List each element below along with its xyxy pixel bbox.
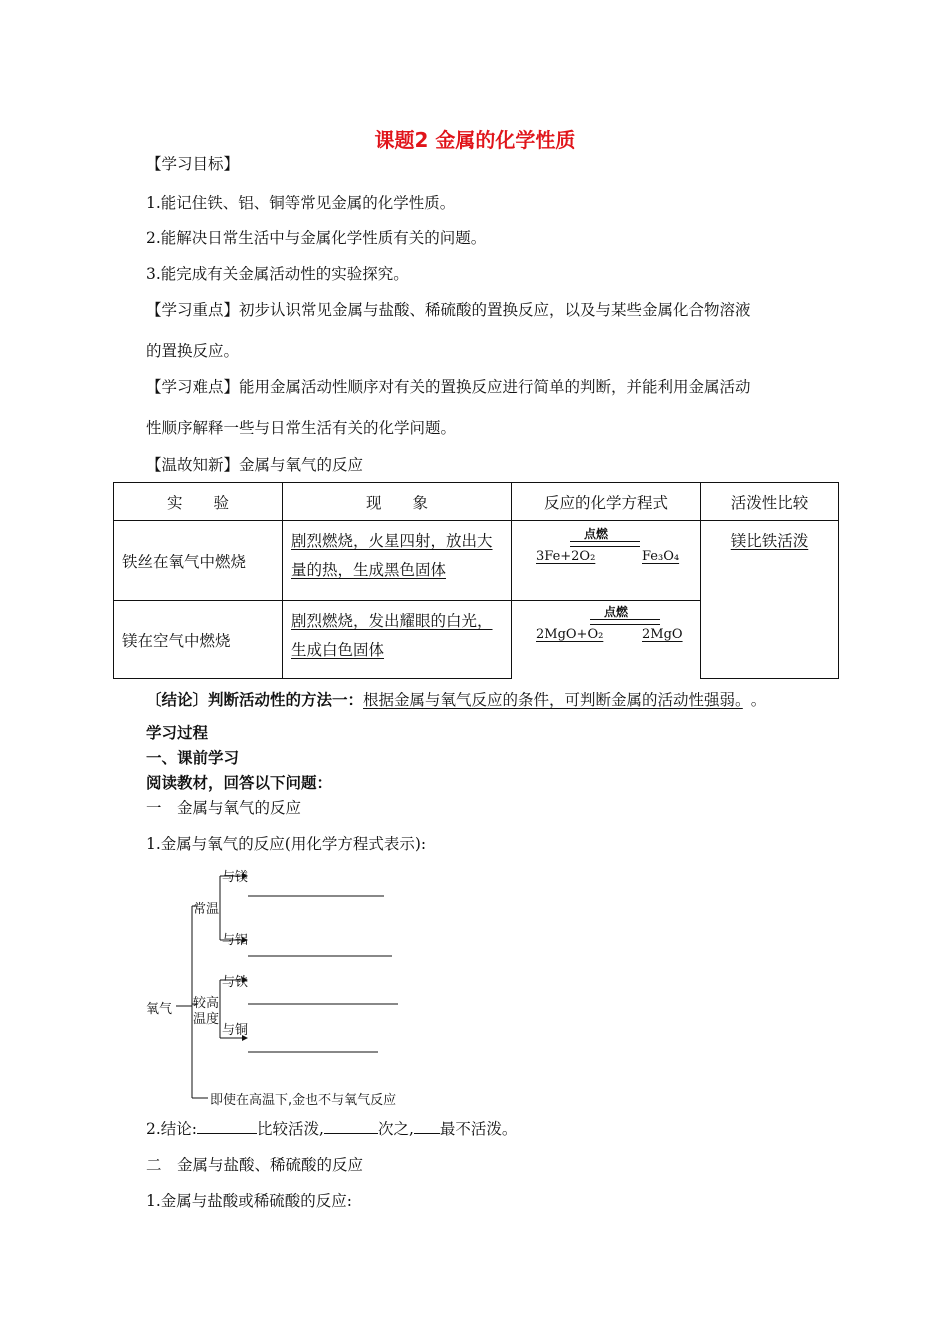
diagram-with-fe: 与铁 (222, 975, 249, 990)
diagram-normal-temp: 常温 (193, 902, 220, 917)
objective-item: 3.能完成有关金属活动性的实验探究。 (146, 265, 409, 283)
phenomenon-cell (283, 521, 512, 601)
q2-end: 最不活泼。 (439, 1120, 518, 1138)
diagram-with-al: 与铝 (222, 933, 249, 948)
condition-label: 点燃 (604, 605, 629, 619)
read-prompt: 阅读教材，回答以下问题： (146, 774, 333, 792)
page-title: 课题2 金属的化学性质 (374, 128, 576, 152)
difficulties-line: 【学习难点】能用金属活动性顺序对有关的置换反应进行简单的判断，并能利用金属活动 (146, 378, 751, 396)
conclusion-line (146, 688, 766, 710)
q2-prefix: 2.结论: (146, 1120, 198, 1138)
table-row (114, 521, 839, 601)
blank-1[interactable] (197, 1119, 257, 1134)
conclusion-answer: 根据金属与氧气反应的条件，可判断金属的活动性强弱。 (363, 691, 743, 709)
table-header: 实 验 (114, 483, 283, 521)
equation-cell (512, 521, 701, 601)
table-header: 现 象 (283, 483, 512, 521)
part-title: 二 金属与盐酸、稀硫酸的反应 (146, 1156, 364, 1174)
objective-item: 1.能记住铁、铝、铜等常见金属的化学性质。 (146, 194, 456, 212)
difficulties-line: 性顺序解释一些与日常生活有关的化学问题。 (146, 419, 457, 437)
equation-cell (512, 601, 701, 679)
diagram-high-temp-2: 温度 (193, 1012, 220, 1027)
table-header: 活泼性比较 (701, 483, 839, 521)
equals-bar (590, 619, 660, 625)
phenomenon-text: 剧烈燃烧，火星四射，放出大量的热，生成黑色固体 (291, 532, 493, 579)
process-heading: 学习过程 (146, 724, 209, 742)
objectives-heading: 【学习目标】 (146, 155, 240, 173)
phenomenon-text: 剧烈燃烧，发出耀眼的白光，生成白色固体 (291, 612, 493, 659)
diagram-gold-note: 即使在高温下,金也不与氧气反应 (210, 1093, 397, 1108)
diagram-root: 氧气 (146, 1002, 173, 1017)
activity-text: 镁比铁活泼 (730, 532, 809, 550)
equals-bar (570, 541, 640, 547)
question-1: 1.金属与氧气的反应(用化学方程式表示): (146, 835, 427, 853)
reactants: 3Fe+2O₂ (536, 549, 596, 564)
products: 2MgO (642, 627, 683, 642)
table-header: 反应的化学方程式 (512, 483, 701, 521)
conclusion-label: 〔结论〕判断活动性的方法一： (146, 691, 364, 709)
review-heading: 【温故知新】金属与氧气的反应 (146, 456, 364, 474)
condition-label: 点燃 (584, 527, 609, 541)
question-2 (146, 1117, 517, 1139)
reactants: 2MgO+O₂ (536, 627, 604, 642)
products: Fe₃O₄ (642, 549, 680, 564)
question-3: 1.金属与盐酸或稀硫酸的反应: (146, 1192, 353, 1210)
experiment-cell: 镁在空气中燃烧 (114, 601, 283, 679)
part-title: 一 金属与氧气的反应 (146, 799, 302, 817)
activity-cell (701, 521, 839, 679)
objective-item: 2.能解决日常生活中与金属化学性质有关的问题。 (146, 229, 487, 247)
oxygen-branch-diagram (140, 862, 440, 1112)
section-heading: 一、课前学习 (146, 749, 240, 767)
conclusion-end: 。 (750, 691, 767, 709)
q2-mid1: 比较活泼, (257, 1120, 324, 1138)
key-points-line: 【学习重点】初步认识常见金属与盐酸、稀硫酸的置换反应，以及与某些金属化合物溶液 (146, 301, 751, 319)
blank-3[interactable] (414, 1119, 440, 1134)
key-points-line: 的置换反应。 (146, 342, 240, 360)
q2-mid2: 次之, (377, 1120, 414, 1138)
diagram-high-temp-1: 较高 (193, 996, 220, 1011)
diagram-with-cu: 与铜 (222, 1023, 249, 1038)
diagram-with-mg: 与镁 (222, 870, 249, 885)
experiment-cell: 铁丝在氧气中燃烧 (114, 521, 283, 601)
oxygen-reaction-table (113, 482, 839, 679)
phenomenon-cell (283, 601, 512, 679)
blank-2[interactable] (324, 1119, 378, 1134)
